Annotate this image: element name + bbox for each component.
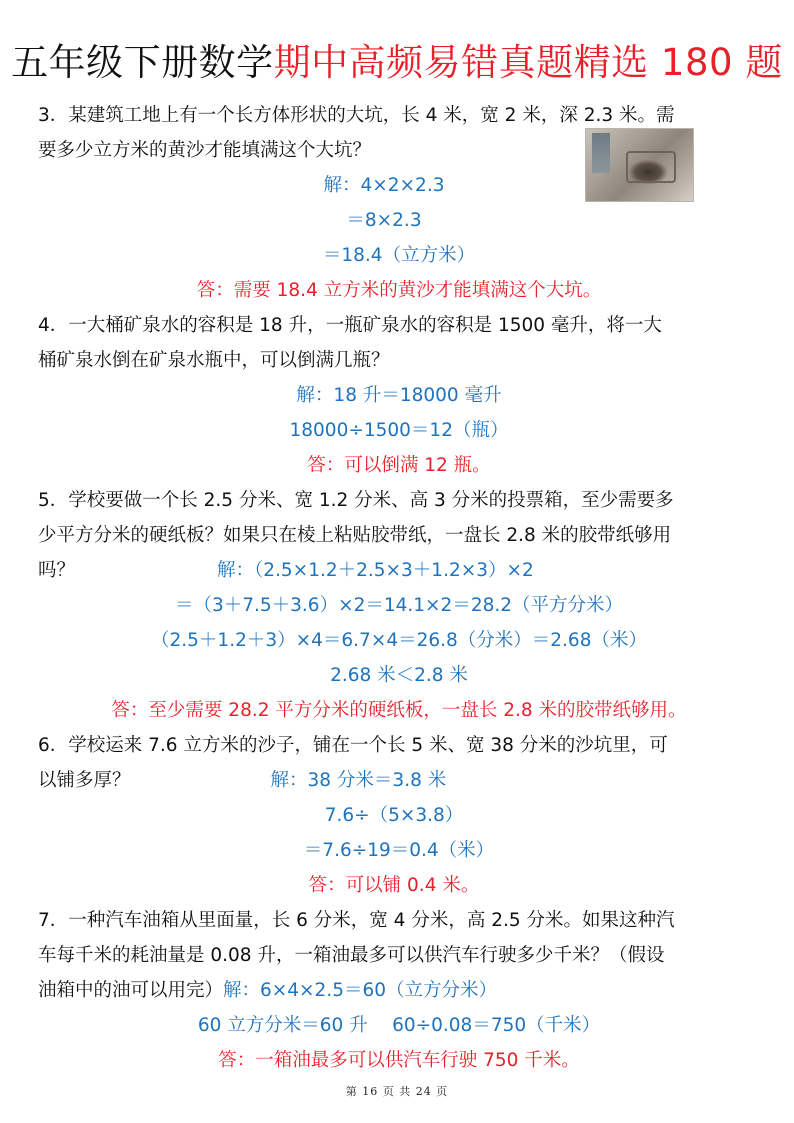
question-text: 吗？ <box>38 560 76 581</box>
problem-7 <box>38 903 760 1078</box>
solution-line: 60 立方分米＝60 升 60÷0.08＝750（千米） <box>197 1015 601 1036</box>
question-line-with-solution <box>38 553 760 588</box>
answer-line: 答：可以倒满 12 瓶。 <box>307 455 491 476</box>
question-line: 6．学校运来 7.6 立方米的沙子，铺在一个长 5 米、宽 38 分米的沙坑里，可 <box>38 735 668 756</box>
title-black-part: 五年级下册数学 <box>11 41 274 84</box>
question-line: 要多少立方米的黄沙才能填满这个大坑？ <box>38 140 372 161</box>
page-number: 第 16 页 共 24 页 <box>345 1085 449 1098</box>
page-title <box>0 38 794 88</box>
solution-line: （2.5＋1.2＋3）×4＝6.7×4＝26.8（分米）＝2.68（米） <box>151 630 647 651</box>
solution-line: 18000÷1500＝12（瓶） <box>289 420 509 441</box>
title-red-part: 期中高频易错真题精选 180 题 <box>273 41 783 84</box>
solution-line: ＝18.4（立方米） <box>322 245 476 266</box>
question-line-with-solution <box>38 973 760 1008</box>
question-line: 4．一大桶矿泉水的容积是 18 升，一瓶矿泉水的容积是 1500 毫升，将一大 <box>38 315 662 336</box>
solution-inline: 解：（2.5×1.2＋2.5×3＋1.2×3）×2 <box>217 560 534 581</box>
solution-inline: 解：6×4×2.5＝60（立方分米） <box>223 980 498 1001</box>
question-line-with-solution <box>38 763 760 798</box>
answer-line: 答：需要 18.4 立方米的黄沙才能填满这个大坑。 <box>196 280 602 301</box>
question-line: 5．学校要做一个长 2.5 分米、宽 1.2 分米、高 3 分米的投票箱，至少需要多 <box>38 490 674 511</box>
solution-line: 2.68 米＜2.8 米 <box>330 665 468 686</box>
solution-line: ＝7.6÷19＝0.4（米） <box>303 840 495 861</box>
answer-line: 答：可以铺 0.4 米。 <box>308 875 480 896</box>
solution-line: ＝8×2.3 <box>346 210 422 231</box>
problem-6 <box>38 728 760 903</box>
answer-line: 答：至少需要 28.2 平方分米的硬纸板，一盘长 2.8 米的胶带纸够用。 <box>111 700 687 721</box>
solution-line: 解：18 升＝18000 毫升 <box>296 385 502 406</box>
question-text: 以铺多厚？ <box>38 770 131 791</box>
solution-line: 7.6÷（5×3.8） <box>324 805 464 826</box>
problem-list <box>38 98 760 1078</box>
problem-5 <box>38 483 760 728</box>
question-line: 3．某建筑工地上有一个长方体形状的大坑，长 4 米，宽 2 米，深 2.3 米。需 <box>38 105 675 126</box>
question-line: 车每千米的耗油量是 0.08 升，一箱油最多可以供汽车行驶多少千米？（假设 <box>38 945 665 966</box>
answer-line: 答：一箱油最多可以供汽车行驶 750 千米。 <box>218 1050 580 1071</box>
solution-inline: 解：38 分米＝3.8 米 <box>270 770 447 791</box>
problem-4 <box>38 308 760 483</box>
problem-3 <box>38 98 760 308</box>
question-line: 7．一种汽车油箱从里面量，长 6 分米，宽 4 分米，高 2.5 分米。如果这种汽 <box>38 910 675 931</box>
solution-line: ＝（3＋7.5＋3.6）×2＝14.1×2＝28.2（平方分米） <box>174 595 624 616</box>
question-text: 油箱中的油可以用完） <box>38 980 224 1001</box>
question-line: 少平方分米的硬纸板？如果只在棱上粘贴胶带纸，一盘长 2.8 米的胶带纸够用 <box>38 525 672 546</box>
question-line: 桶矿泉水倒在矿泉水瓶中，可以倒满几瓶？ <box>38 350 390 371</box>
solution-line: 解：4×2×2.3 <box>323 175 445 196</box>
